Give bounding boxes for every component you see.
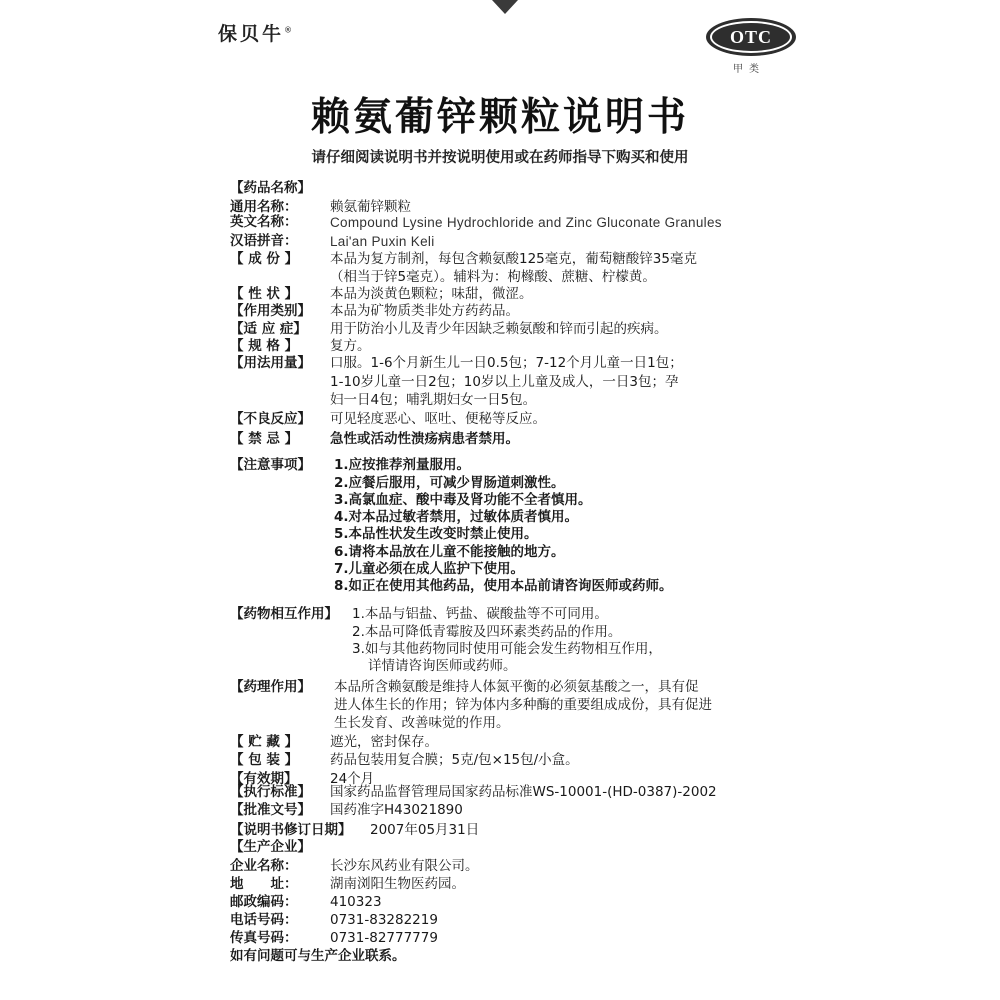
section-label: 【不良反应】 [230,411,311,427]
field-label: 企业名称： [230,858,298,874]
field-value: 国药准字H43021890 [330,802,463,818]
section-label: 【说明书修订日期】 [230,822,352,838]
contact-note: 如有问题可与生产企业联系。 [230,948,406,964]
section-label: 【生产企业】 [230,839,311,855]
section-label: 【药品名称】 [230,180,311,196]
section-label: 【 规 格 】 [230,338,299,354]
section-label: 【执行标准】 [230,784,311,800]
field-value: 用于防治小儿及青少年因缺乏赖氨酸和锌而引起的疾病。 [330,321,668,337]
field-label: 通用名称： [230,199,298,215]
field-value: Compound Lysine Hydrochloride and Zinc Gluconate Granules [330,215,722,230]
field-value: 遮光，密封保存。 [330,734,438,750]
field-value: （相当于锌5毫克）。辅料为：枸橼酸、蔗糖、柠檬黄。 [330,269,656,285]
field-value: 本品为矿物质类非处方药药品。 [330,303,519,319]
section-label: 【批准文号】 [230,802,311,818]
precaution-item: 5.本品性状发生改变时禁止使用。 [334,526,538,542]
precaution-item: 1.应按推荐剂量服用。 [334,457,471,473]
field-value: 详情请咨询医师或药师。 [368,658,517,674]
otc-badge [706,18,796,56]
section-label: 【 禁 忌 】 [230,431,299,447]
precaution-item: 7.儿童必须在成人监护下使用。 [334,561,525,577]
field-value: 湖南浏阳生物医药园。 [330,876,465,892]
section-label: 【注意事项】 [230,457,311,473]
field-label: 汉语拼音： [230,233,298,249]
field-label: 地 址： [230,876,298,892]
brand-logo [218,19,295,46]
section-label: 【用法用量】 [230,355,311,371]
section-label: 【 贮 藏 】 [230,734,299,750]
section-label: 【 成 份 】 [230,251,299,267]
field-label: 英文名称： [230,214,298,230]
field-value: 410323 [330,894,382,910]
field-value: 赖氨葡锌颗粒 [330,199,411,215]
field-value: 口服。1-6个月新生儿一日0.5包；7-12个月儿童一日1包； [330,355,683,371]
brand-name: 保贝牛 [218,23,285,45]
field-value: 复方。 [330,338,371,354]
field-value: 急性或活动性溃疡病患者禁用。 [330,431,519,447]
section-label: 【 包 装 】 [230,752,299,768]
section-label: 【 性 状 】 [230,286,299,302]
field-label: 传真号码： [230,930,298,946]
field-value: 2.本品可降低青霉胺及四环素类药品的作用。 [352,624,622,640]
field-value: 生长发育、改善味觉的作用。 [334,715,510,731]
field-value: 本品为淡黄色颗粒；味甜，微涩。 [330,286,533,302]
field-value: 进人体生长的作用；锌为体内多种酶的重要组成成份，具有促进 [334,697,712,713]
precaution-item: 6.请将本品放在儿童不能接触的地方。 [334,544,565,560]
field-value: Lai'an Puxin Keli [330,234,435,249]
section-label: 【作用类别】 [230,303,311,319]
precaution-item: 2.应餐后服用，可减少胃肠道刺激性。 [334,475,565,491]
otc-badge-text: OTC [710,21,792,53]
section-label: 【药理作用】 [230,679,311,695]
precaution-item: 4.对本品过敏者禁用，过敏体质者慎用。 [334,509,579,525]
field-label: 邮政编码： [230,894,298,910]
top-tab-mark [492,0,518,14]
field-value: 长沙东风药业有限公司。 [330,858,479,874]
field-value: 2007年05月31日 [370,822,480,838]
field-value: 妇一日4包；哺乳期妇女一日5包。 [330,392,537,408]
precaution-item: 3.高氯血症、酸中毒及肾功能不全者慎用。 [334,492,592,508]
field-value: 1.本品与铝盐、钙盐、碳酸盐等不可同用。 [352,606,608,622]
registered-mark: ® [284,25,296,35]
section-label: 【适 应 症】 [230,321,307,337]
precaution-item: 8.如正在使用其他药品，使用本品前请咨询医师或药师。 [334,578,673,594]
document-subtitle: 请仔细阅读说明书并按说明使用或在药师指导下购买和使用 [311,150,689,166]
field-value: 0731-82777779 [330,930,438,946]
field-value: 可见轻度恶心、呕吐、便秘等反应。 [330,411,546,427]
field-value: 0731-83282219 [330,912,438,928]
field-value: 1-10岁儿童一日2包；10岁以上儿童及成人，一日3包；孕 [330,374,679,390]
field-value: 本品为复方制剂，每包含赖氨酸125毫克，葡萄糖酸锌35毫克 [330,251,697,267]
field-value: 本品所含赖氨酸是维持人体氮平衡的必须氨基酸之一，具有促 [334,679,699,695]
field-value: 3.如与其他药物同时使用可能会发生药物相互作用， [352,641,662,657]
document-title: 赖氨葡锌颗粒说明书 [310,95,689,140]
otc-class-label: 甲类 [733,64,765,75]
field-value: 24个月 [330,771,375,787]
section-label: 【药物相互作用】 [230,606,338,622]
field-value: 药品包装用复合膜；5克/包×15包/小盒。 [330,752,579,768]
section-label: 【有效期】 [230,771,298,787]
field-label: 电话号码： [230,912,298,928]
field-value: 国家药品监督管理局国家药品标准WS-10001-(HD-0387)-2002 [330,784,717,800]
